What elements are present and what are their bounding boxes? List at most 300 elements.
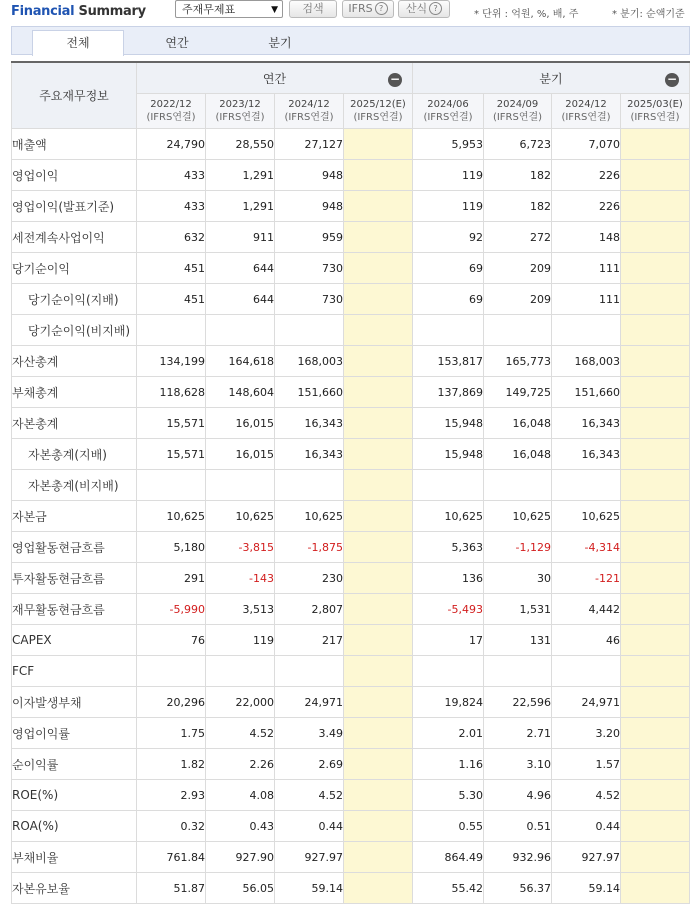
table-row: [12, 656, 690, 687]
table-cell: 15,571: [137, 439, 206, 470]
column-period: 2025/03(E): [627, 99, 683, 110]
table-cell: 24,790: [137, 129, 206, 160]
table-cell: 5,363: [413, 532, 484, 563]
table-cell: 19,824: [413, 687, 484, 718]
row-label: 투자활동현금흐름: [12, 563, 137, 594]
table-cell: 927.97: [552, 842, 621, 873]
table-cell: 4.52: [552, 780, 621, 811]
table-cell: [621, 470, 690, 501]
row-label: 자본유보율: [12, 873, 137, 904]
table-cell: 209: [484, 253, 552, 284]
table-cell: -3,815: [206, 532, 275, 563]
table-cell: [344, 532, 413, 563]
table-cell: 16,048: [484, 439, 552, 470]
table-cell: 2.69: [275, 749, 344, 780]
table-cell: 69: [413, 253, 484, 284]
row-header-label: 주요재무정보: [12, 62, 137, 129]
group-header-annual-label: 연간: [262, 71, 287, 86]
table-cell: 16,343: [552, 408, 621, 439]
table-cell: [413, 470, 484, 501]
table-cell: 0.44: [275, 811, 344, 842]
table-cell: -4,314: [552, 532, 621, 563]
column-header: [275, 94, 344, 129]
table-row: [12, 470, 690, 501]
table-cell: 230: [275, 563, 344, 594]
table-cell: 56.37: [484, 873, 552, 904]
ifrs-button[interactable]: [342, 0, 394, 18]
table-cell: 151,660: [275, 377, 344, 408]
table-cell: 911: [206, 222, 275, 253]
row-label: 당기순이익: [12, 253, 137, 284]
table-cell: [137, 656, 206, 687]
table-cell: 632: [137, 222, 206, 253]
row-label: ROA(%): [12, 811, 137, 842]
row-label: 당기순이익(비지배): [12, 315, 137, 346]
table-row: [12, 501, 690, 532]
table-cell: 92: [413, 222, 484, 253]
table-cell: 15,948: [413, 408, 484, 439]
table-cell: 182: [484, 191, 552, 222]
chevron-down-icon: ▼: [271, 5, 278, 15]
table-cell: [344, 160, 413, 191]
table-cell: [621, 284, 690, 315]
table-cell: 76: [137, 625, 206, 656]
table-cell: [344, 346, 413, 377]
table-cell: 730: [275, 284, 344, 315]
table-cell: 644: [206, 284, 275, 315]
table-row: [12, 284, 690, 315]
row-label: 당기순이익(지배): [12, 284, 137, 315]
table-cell: 226: [552, 160, 621, 191]
table-cell: 22,000: [206, 687, 275, 718]
table-cell: [344, 129, 413, 160]
table-cell: 291: [137, 563, 206, 594]
table-cell: 0.55: [413, 811, 484, 842]
table-cell: 111: [552, 284, 621, 315]
table-cell: [621, 811, 690, 842]
table-cell: 730: [275, 253, 344, 284]
table-cell: [621, 315, 690, 346]
table-cell: 27,127: [275, 129, 344, 160]
table-cell: [484, 656, 552, 687]
table-cell: [344, 191, 413, 222]
table-cell: 1.57: [552, 749, 621, 780]
table-cell: [344, 470, 413, 501]
table-cell: 3.10: [484, 749, 552, 780]
statement-select-value: 주재무제표: [182, 3, 236, 16]
table-cell: 22,596: [484, 687, 552, 718]
table-row: [12, 811, 690, 842]
table-cell: [621, 780, 690, 811]
table-cell: [344, 842, 413, 873]
table-cell: [413, 315, 484, 346]
table-cell: 28,550: [206, 129, 275, 160]
table-cell: 30: [484, 563, 552, 594]
row-label: 부채총계: [12, 377, 137, 408]
row-label: 자본총계(비지배): [12, 470, 137, 501]
row-label: 이자발생부채: [12, 687, 137, 718]
column-basis: (IFRS연결): [353, 112, 403, 123]
table-cell: 56.05: [206, 873, 275, 904]
column-basis: (IFRS연결): [561, 112, 611, 123]
page-title-part1: Financial: [11, 4, 75, 19]
table-cell: -5,990: [137, 594, 206, 625]
table-cell: [552, 315, 621, 346]
column-period: 2024/12: [565, 99, 607, 110]
formula-button-label: 산식: [405, 2, 428, 15]
table-cell: [344, 253, 413, 284]
table-cell: [344, 718, 413, 749]
table-cell: 209: [484, 284, 552, 315]
table-row: [12, 625, 690, 656]
table-row: [12, 346, 690, 377]
table-cell: [344, 222, 413, 253]
table-cell: 55.42: [413, 873, 484, 904]
table-cell: 134,199: [137, 346, 206, 377]
table-cell: 10,625: [137, 501, 206, 532]
table-cell: [344, 656, 413, 687]
table-cell: [621, 718, 690, 749]
page-title-part2: Summary: [74, 4, 146, 19]
table-cell: 24,971: [552, 687, 621, 718]
page-title: [11, 4, 146, 19]
table-cell: 111: [552, 253, 621, 284]
column-period: 2024/06: [427, 99, 469, 110]
search-button[interactable]: 검색: [289, 0, 337, 18]
table-cell: 1.82: [137, 749, 206, 780]
table-cell: [275, 470, 344, 501]
table-cell: 168,003: [552, 346, 621, 377]
table-cell: 927.90: [206, 842, 275, 873]
tab-all[interactable]: 전체: [32, 30, 124, 56]
column-header: [552, 94, 621, 129]
row-label: CAPEX: [12, 625, 137, 656]
table-row: [12, 842, 690, 873]
table-row: [12, 532, 690, 563]
row-label: ROE(%): [12, 780, 137, 811]
table-cell: 0.43: [206, 811, 275, 842]
row-label: 영업활동현금흐름: [12, 532, 137, 563]
help-icon: ?: [375, 2, 388, 15]
column-basis: (IFRS연결): [146, 112, 196, 123]
table-row: [12, 377, 690, 408]
table-cell: 451: [137, 253, 206, 284]
table-cell: 20,296: [137, 687, 206, 718]
tab-bar: [11, 26, 690, 55]
column-period: 2023/12: [219, 99, 261, 110]
table-cell: 433: [137, 160, 206, 191]
column-basis: (IFRS연결): [423, 112, 473, 123]
table-cell: 10,625: [552, 501, 621, 532]
table-cell: 4,442: [552, 594, 621, 625]
table-cell: 959: [275, 222, 344, 253]
table-row: [12, 594, 690, 625]
table-row: [12, 129, 690, 160]
table-cell: 1.16: [413, 749, 484, 780]
table-cell: 46: [552, 625, 621, 656]
column-basis: (IFRS연결): [492, 112, 543, 123]
group-header-quarter: [413, 62, 690, 94]
ifrs-button-label: IFRS: [348, 2, 373, 15]
table-cell: [621, 873, 690, 904]
table-row: [12, 191, 690, 222]
table-cell: 16,343: [275, 408, 344, 439]
table-cell: [344, 873, 413, 904]
table-cell: 59.14: [275, 873, 344, 904]
table-cell: [344, 563, 413, 594]
row-label: 자본금: [12, 501, 137, 532]
table-cell: 3.49: [275, 718, 344, 749]
table-cell: [621, 439, 690, 470]
table-cell: [275, 315, 344, 346]
row-label: 자본총계(지배): [12, 439, 137, 470]
table-cell: 927.97: [275, 842, 344, 873]
table-cell: [621, 377, 690, 408]
table-cell: 948: [275, 160, 344, 191]
table-cell: 119: [206, 625, 275, 656]
table-cell: 2.01: [413, 718, 484, 749]
column-period: 2022/12: [150, 99, 192, 110]
column-header: [344, 94, 413, 129]
table-cell: 3.20: [552, 718, 621, 749]
table-cell: 0.44: [552, 811, 621, 842]
table-row: [12, 253, 690, 284]
table-row: [12, 718, 690, 749]
collapse-quarter-icon[interactable]: −: [666, 72, 678, 86]
table-cell: [344, 687, 413, 718]
table-cell: [206, 656, 275, 687]
table-cell: 51.87: [137, 873, 206, 904]
table-cell: 3,513: [206, 594, 275, 625]
row-label: 영업이익(발표기준): [12, 191, 137, 222]
period-note: * 분기: 순액기준: [612, 9, 685, 20]
table-row: [12, 749, 690, 780]
table-cell: [552, 470, 621, 501]
table-cell: 16,343: [552, 439, 621, 470]
table-cell: 151,660: [552, 377, 621, 408]
unit-note: * 단위 : 억원, %, 배, 주: [474, 9, 579, 20]
table-cell: -5,493: [413, 594, 484, 625]
table-row: [12, 563, 690, 594]
table-cell: -143: [206, 563, 275, 594]
table-cell: [621, 532, 690, 563]
table-cell: -1,129: [484, 532, 552, 563]
table-cell: [552, 656, 621, 687]
table-cell: 932.96: [484, 842, 552, 873]
table-cell: [621, 563, 690, 594]
table-cell: 10,625: [275, 501, 344, 532]
table-cell: 17: [413, 625, 484, 656]
table-cell: [621, 842, 690, 873]
row-label: 자본총계: [12, 408, 137, 439]
table-cell: [621, 129, 690, 160]
row-label: 자산총계: [12, 346, 137, 377]
table-cell: 148,604: [206, 377, 275, 408]
row-label: 재무활동현금흐름: [12, 594, 137, 625]
table-cell: 217: [275, 625, 344, 656]
row-label: 매출액: [12, 129, 137, 160]
table-cell: 119: [413, 160, 484, 191]
group-header-quarter-label: 분기: [539, 71, 563, 86]
table-cell: 148: [552, 222, 621, 253]
table-cell: 2.26: [206, 749, 275, 780]
table-cell: [344, 594, 413, 625]
table-cell: [344, 377, 413, 408]
table-cell: 948: [275, 191, 344, 222]
column-basis: (IFRS연결): [215, 112, 265, 123]
table-cell: [344, 780, 413, 811]
column-period: 2025/12(E): [350, 99, 406, 110]
table-cell: 761.84: [137, 842, 206, 873]
table-cell: [344, 284, 413, 315]
table-cell: [621, 160, 690, 191]
table-cell: [344, 625, 413, 656]
table-cell: 136: [413, 563, 484, 594]
table-cell: 1,531: [484, 594, 552, 625]
column-basis: (IFRS연결): [284, 112, 334, 123]
table-cell: 226: [552, 191, 621, 222]
table-cell: 2.93: [137, 780, 206, 811]
table-cell: 118,628: [137, 377, 206, 408]
table-cell: 164,618: [206, 346, 275, 377]
column-header: [206, 94, 275, 129]
table-cell: -1,875: [275, 532, 344, 563]
table-cell: 16,343: [275, 439, 344, 470]
row-label: 세전계속사업이익: [12, 222, 137, 253]
table-row: [12, 315, 690, 346]
table-row: [12, 687, 690, 718]
table-cell: [206, 315, 275, 346]
table-cell: 4.52: [275, 780, 344, 811]
table-cell: 4.52: [206, 718, 275, 749]
table-cell: 5,180: [137, 532, 206, 563]
table-cell: [621, 346, 690, 377]
collapse-annual-icon[interactable]: −: [389, 72, 401, 86]
table-cell: 182: [484, 160, 552, 191]
table-cell: [621, 594, 690, 625]
table-cell: 15,948: [413, 439, 484, 470]
table-cell: 4.08: [206, 780, 275, 811]
table-cell: 10,625: [206, 501, 275, 532]
row-label: FCF: [12, 656, 137, 687]
table-cell: 16,048: [484, 408, 552, 439]
table-cell: 16,015: [206, 408, 275, 439]
group-header-annual: [137, 62, 413, 94]
table-cell: 0.32: [137, 811, 206, 842]
row-label: 영업이익률: [12, 718, 137, 749]
table-cell: 7,070: [552, 129, 621, 160]
tab-quarter[interactable]: 분기: [268, 36, 292, 50]
table-cell: 16,015: [206, 439, 275, 470]
table-row: [12, 160, 690, 191]
table-cell: [484, 315, 552, 346]
table-cell: -121: [552, 563, 621, 594]
table-cell: 153,817: [413, 346, 484, 377]
table-cell: 5,953: [413, 129, 484, 160]
financial-summary-table: [11, 61, 690, 904]
table-cell: 149,725: [484, 377, 552, 408]
toolbar: [0, 0, 698, 26]
column-basis: (IFRS연결): [630, 112, 680, 123]
table-cell: 5.30: [413, 780, 484, 811]
table-row: [12, 873, 690, 904]
table-row: [12, 439, 690, 470]
row-label: 부채비율: [12, 842, 137, 873]
table-cell: [621, 408, 690, 439]
table-cell: [621, 191, 690, 222]
table-cell: [137, 315, 206, 346]
table-cell: [621, 625, 690, 656]
table-cell: [344, 749, 413, 780]
table-cell: [206, 470, 275, 501]
table-cell: 165,773: [484, 346, 552, 377]
table-cell: [621, 222, 690, 253]
table-cell: 2,807: [275, 594, 344, 625]
table-cell: 137,869: [413, 377, 484, 408]
table-cell: [413, 656, 484, 687]
row-label: 영업이익: [12, 160, 137, 191]
statement-select[interactable]: [175, 0, 283, 18]
column-header: [137, 94, 206, 129]
table-cell: 131: [484, 625, 552, 656]
table-cell: [344, 315, 413, 346]
table-cell: 451: [137, 284, 206, 315]
table-cell: [621, 749, 690, 780]
table-row: [12, 780, 690, 811]
table-cell: 2.71: [484, 718, 552, 749]
table-cell: 15,571: [137, 408, 206, 439]
table-cell: 168,003: [275, 346, 344, 377]
table-cell: 6,723: [484, 129, 552, 160]
table-cell: [344, 811, 413, 842]
table-cell: 24,971: [275, 687, 344, 718]
table-cell: [621, 687, 690, 718]
table-cell: 0.51: [484, 811, 552, 842]
table-cell: 1,291: [206, 160, 275, 191]
table-row: [12, 408, 690, 439]
formula-button[interactable]: [398, 0, 450, 18]
table-cell: 10,625: [413, 501, 484, 532]
column-period: 2024/12: [288, 99, 330, 110]
table-cell: [137, 470, 206, 501]
table-cell: 433: [137, 191, 206, 222]
table-cell: 1.75: [137, 718, 206, 749]
table-cell: 10,625: [484, 501, 552, 532]
table-cell: 119: [413, 191, 484, 222]
table-cell: [344, 439, 413, 470]
table-cell: [484, 470, 552, 501]
table-cell: 272: [484, 222, 552, 253]
table-cell: [621, 253, 690, 284]
tab-annual[interactable]: 연간: [165, 36, 189, 50]
table-cell: [621, 656, 690, 687]
table-cell: 864.49: [413, 842, 484, 873]
column-header: [621, 94, 690, 129]
table-cell: [344, 501, 413, 532]
table-cell: [621, 501, 690, 532]
table-row: [12, 222, 690, 253]
column-header: [484, 94, 552, 129]
column-period: 2024/09: [496, 99, 539, 110]
table-cell: [344, 408, 413, 439]
table-cell: 4.96: [484, 780, 552, 811]
row-label: 순이익률: [12, 749, 137, 780]
table-cell: 69: [413, 284, 484, 315]
table-cell: [275, 656, 344, 687]
table-cell: 59.14: [552, 873, 621, 904]
help-icon: ?: [429, 2, 442, 15]
column-header: [413, 94, 484, 129]
